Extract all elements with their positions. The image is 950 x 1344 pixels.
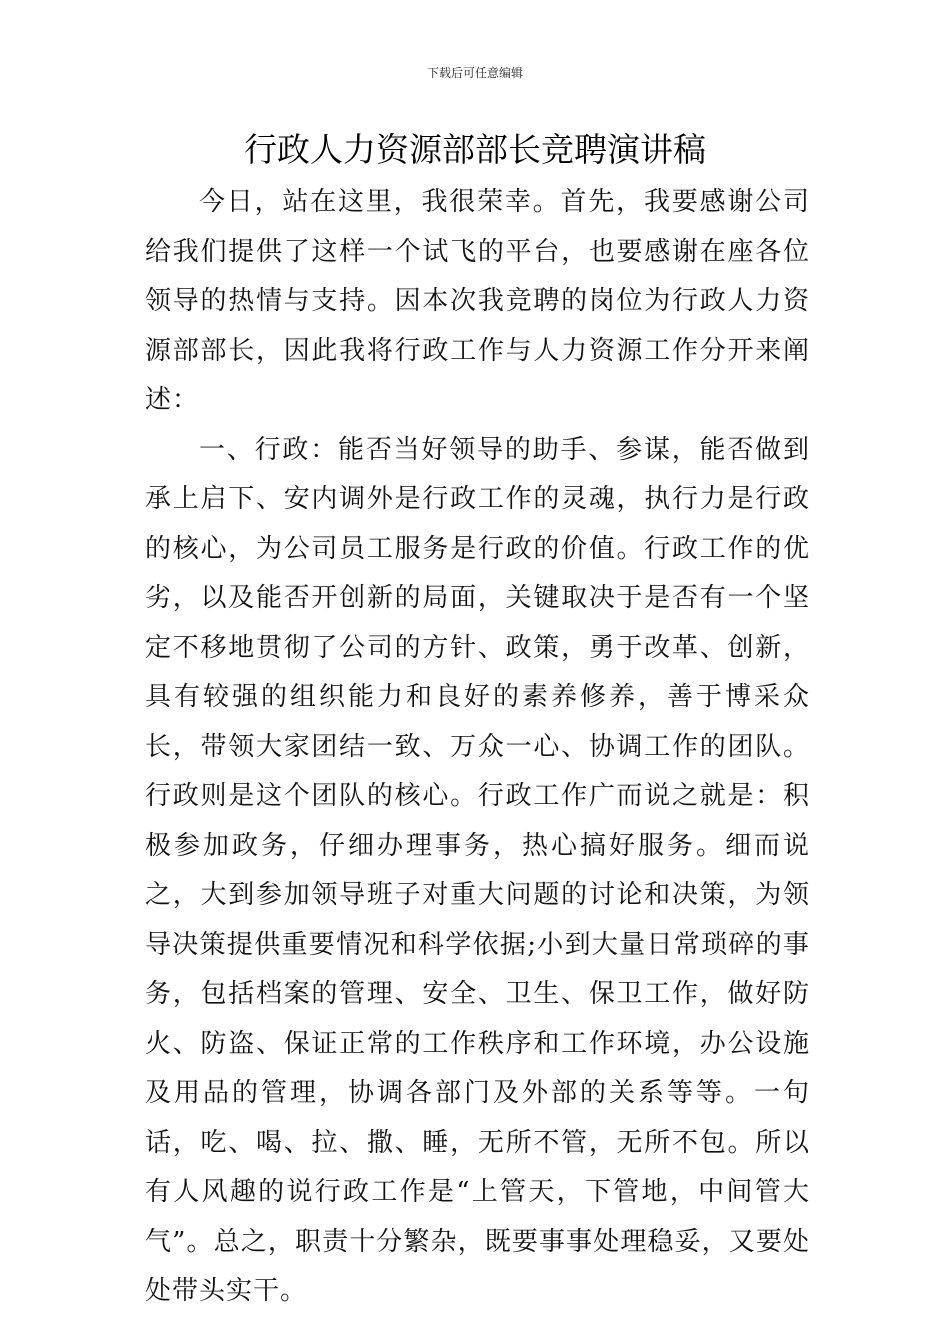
paragraph-intro: 今日，站在这里，我很荣幸。首先，我要感谢公司给我们提供了这样一个试飞的平台，也要感谢在座各位领导的热情与支持。因本次我竞聘的岗位为行政人力资源部部长，因此我将行政工作与人力资源工作分开来阐述： [145, 187, 810, 415]
document-body [145, 178, 810, 1317]
header-note: 下载后可任意编辑 [426, 66, 523, 80]
paragraph-administration: 一、行政：能否当好领导的助手、参谋，能否做到承上启下、安内调外是行政工作的灵魂，执行力是行政的核心，为公司员工服务是行政的价值。行政工作的优劣，以及能否开创新的局面，关键取决于是否有一个坚定不移地贯彻了公司的方针、政策，勇于改革、创新，具有较强的组织能力和良好的素养修养，善于博采众长，带领大家团结一致、万众一心、协调工作的团队。行政则是这个团队的核心。行政工作广而说之就是：积极参加政务，仔细办理事务，热心搞好服务。细而说之，大到参加领导班子对重大问题的讨论和决策，为领导决策提供重要情况和科学依据;小到大量日常琐碎的事务，包括档案的管理、安全、卫生、保卫工作，做好防火、防盗、保证正常的工作秩序和工作环境，办公设施及用品的管理，协调各部门及外部的关系等等。一句话，吃、喝、拉、撒、睡，无所不管，无所不包。所以有人风趣的说行政工作是“上管天，下管地，中间管大气”。总之，职责十分繁杂，既要事事处理稳妥，又要处处带头实干。 [145, 434, 810, 1306]
document-title: 行政人力资源部部长竞聘演讲稿 [244, 130, 706, 169]
